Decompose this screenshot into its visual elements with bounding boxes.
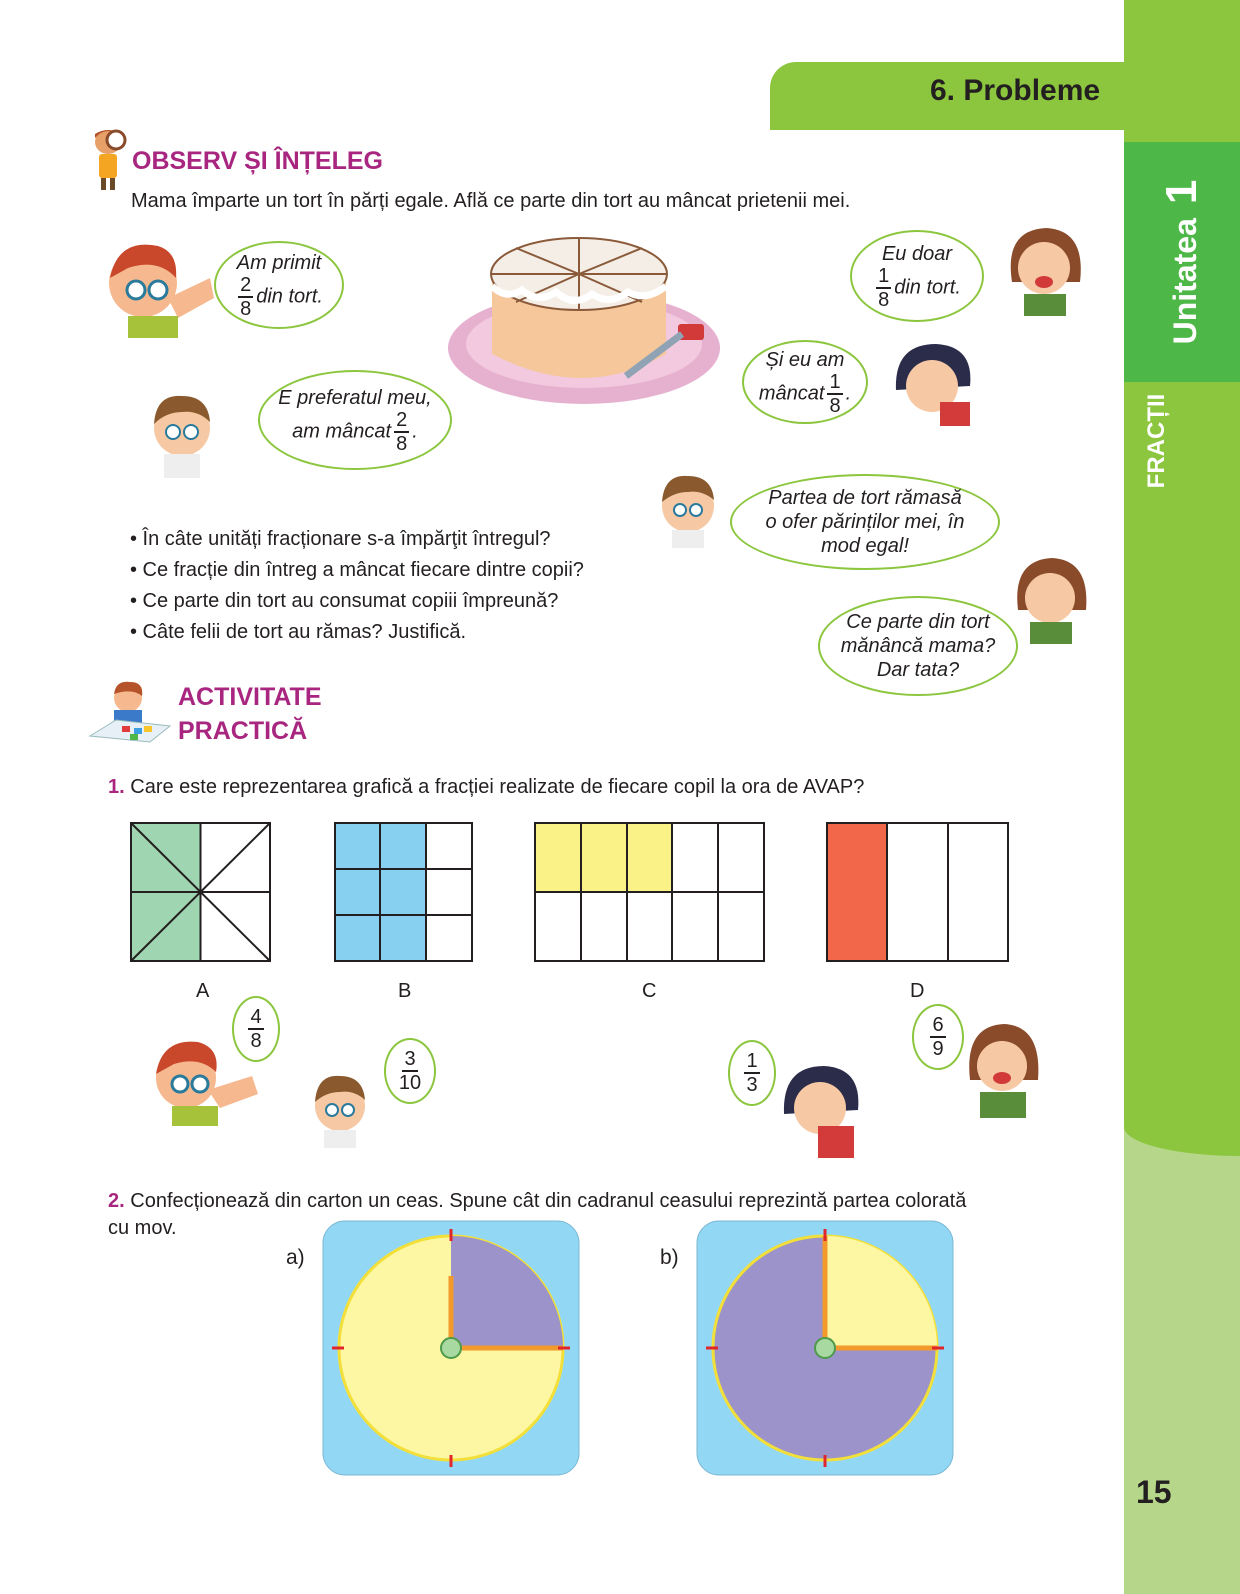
speech-bubble bbox=[818, 596, 1018, 696]
clock-a bbox=[322, 1220, 580, 1476]
activity-heading bbox=[178, 680, 322, 748]
fraction-denominator: 8 bbox=[396, 433, 408, 455]
fraction-numerator: 1 bbox=[829, 370, 841, 393]
speech-bubble bbox=[258, 370, 452, 470]
cake-illustration bbox=[446, 226, 736, 416]
grid-label-d: D bbox=[910, 980, 925, 1002]
fraction-grid-d bbox=[826, 822, 1010, 962]
fraction-numerator: 6 bbox=[932, 1014, 944, 1036]
fraction-denominator: 8 bbox=[240, 297, 252, 320]
fraction-denominator: 9 bbox=[932, 1038, 944, 1060]
bubble-text: Partea de tort rămasă o ofer părinților mei, în mod egal! bbox=[765, 487, 965, 557]
activity-heading-line2: PRACTICĂ bbox=[178, 717, 308, 745]
bubble-text: din tort. bbox=[894, 275, 961, 298]
girl-ponytail-icon bbox=[648, 466, 728, 548]
fraction-numerator: 3 bbox=[404, 1048, 416, 1070]
girl-brown-hair-icon bbox=[1008, 554, 1094, 646]
unit-word: Unitatea bbox=[1167, 218, 1203, 345]
answer-bubble bbox=[728, 1040, 776, 1106]
bubble-text: am mâncat bbox=[292, 420, 392, 443]
fraction bbox=[827, 372, 842, 416]
answer-bubble bbox=[384, 1038, 436, 1104]
boy-glasses-icon bbox=[146, 1036, 264, 1126]
fraction-numerator: 4 bbox=[250, 1006, 262, 1028]
activity-heading-line1: ACTIVITATE bbox=[178, 683, 322, 711]
bubble-text: Ce parte din tort mănâncă mama? Dar tata? bbox=[840, 611, 996, 681]
bubble-text: . bbox=[412, 420, 418, 443]
girl-brown-hair-icon bbox=[960, 1020, 1046, 1124]
fraction bbox=[876, 266, 891, 310]
fraction bbox=[930, 1015, 945, 1059]
exercise-number: 1. bbox=[108, 776, 125, 798]
fraction-numerator: 2 bbox=[396, 409, 408, 431]
page-title: 6. Probleme bbox=[930, 74, 1101, 107]
clock-b bbox=[696, 1220, 954, 1476]
girl-dark-hair-icon bbox=[890, 340, 980, 426]
clock-label-b: b) bbox=[660, 1246, 679, 1269]
question-item: • Ce fracție din întreg a mâncat fiecare dintre copii? bbox=[130, 559, 584, 581]
question-item: • Câte felii de tort au rămas? Justifică. bbox=[130, 621, 467, 643]
unit-label bbox=[1157, 180, 1207, 345]
fraction-denominator: 8 bbox=[878, 288, 890, 311]
bubble-text: din tort. bbox=[256, 284, 323, 307]
fraction-denominator: 10 bbox=[398, 1072, 422, 1094]
fraction-grid-c bbox=[534, 822, 766, 962]
girl-ponytail-icon bbox=[302, 1066, 378, 1148]
answer-bubble bbox=[912, 1004, 964, 1070]
speech-bubble bbox=[850, 230, 984, 322]
crafting-kid-icon bbox=[86, 680, 176, 744]
grid-label-b: B bbox=[398, 980, 412, 1002]
exercise-number: 2. bbox=[108, 1190, 125, 1212]
fraction-grid-b bbox=[334, 822, 474, 962]
bubble-text: Am primit bbox=[236, 251, 322, 274]
exercise-text: cu mov. bbox=[108, 1217, 177, 1239]
bubble-text: Eu doar bbox=[881, 242, 953, 265]
speech-bubble bbox=[214, 241, 344, 329]
boy-glasses-icon bbox=[98, 238, 218, 338]
girl-brown-hair-icon bbox=[1000, 222, 1090, 318]
question-item: • Ce parte din tort au consumat copiii împreună? bbox=[130, 590, 559, 612]
girl-dark-hair-icon bbox=[778, 1060, 868, 1158]
fraction-denominator: 8 bbox=[250, 1030, 262, 1052]
bubble-text: E preferatul meu, bbox=[278, 387, 432, 409]
fraction bbox=[399, 1049, 421, 1093]
fraction-grid-a bbox=[130, 822, 272, 962]
fraction-numerator: 1 bbox=[878, 264, 890, 287]
detective-kid-icon bbox=[86, 126, 132, 192]
fraction-numerator: 1 bbox=[746, 1050, 758, 1072]
fraction bbox=[238, 275, 253, 319]
chapter-label: FRACȚII bbox=[1143, 393, 1170, 489]
clock-label-a: a) bbox=[286, 1246, 305, 1269]
question-item: • În câte unități fracționare s-a împărţit întregul? bbox=[130, 528, 551, 550]
grid-label-c: C bbox=[642, 980, 657, 1002]
speech-bubble bbox=[730, 474, 1000, 570]
fraction-denominator: 3 bbox=[746, 1074, 758, 1096]
speech-bubble bbox=[742, 340, 868, 424]
page-number: 15 bbox=[1136, 1474, 1172, 1510]
observ-intro: Mama împarte un tort în părți egale. Află ce parte din tort au mâncat prietenii mei. bbox=[131, 190, 851, 212]
exercise-text: Confecționează din carton un ceas. Spune cât din cadranul ceasului reprezintă partea colorată bbox=[130, 1190, 967, 1212]
exercise-text: Care este reprezentarea grafică a fracției realizate de fiecare copil la ora de AVAP? bbox=[130, 776, 865, 798]
fraction bbox=[394, 410, 409, 454]
bubble-text: Și eu am bbox=[765, 348, 845, 371]
exercise-1 bbox=[108, 776, 864, 799]
fraction bbox=[744, 1051, 759, 1095]
bubble-text: . bbox=[845, 381, 852, 404]
grid-label-a: A bbox=[196, 980, 210, 1002]
girl-ponytail-icon bbox=[142, 384, 222, 480]
question-list bbox=[130, 524, 584, 648]
observ-heading: OBSERV ȘI ÎNȚELEG bbox=[132, 147, 383, 175]
bubble-text: mâncat bbox=[758, 381, 825, 404]
fraction-denominator: 8 bbox=[829, 394, 841, 417]
fraction-numerator: 2 bbox=[240, 273, 252, 296]
unit-number: 1 bbox=[1157, 179, 1206, 205]
